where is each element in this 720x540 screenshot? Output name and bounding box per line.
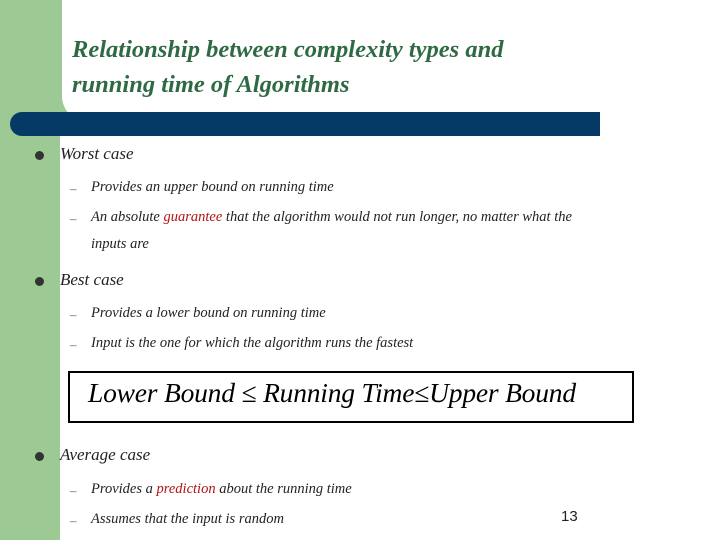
section-heading-average-case: Average case bbox=[60, 445, 151, 464]
worst-case-item-2 bbox=[91, 204, 651, 258]
leq-symbol: ≤ bbox=[414, 377, 430, 408]
best-case-item-2-text: Input is the one for which the algorithm runs the fastest bbox=[91, 335, 414, 351]
slide-title-line-1: Relationship between complexity types and bbox=[72, 36, 504, 63]
average-case-item-1-text-a: Provides a bbox=[91, 481, 157, 497]
dash-icon: – bbox=[70, 211, 77, 226]
worst-case-item-2-text-b: that the algorithm would not run longer, no matter what the bbox=[222, 209, 572, 225]
section-heading-best-case: Best case bbox=[60, 270, 124, 289]
worst-case-item-1 bbox=[91, 174, 334, 201]
upper-bound-label: Upper Bound bbox=[429, 377, 576, 408]
worst-case-item-2-text-a: An absolute bbox=[91, 209, 164, 225]
guarantee-highlight: guarantee bbox=[163, 209, 223, 225]
running-time-label: Running Time bbox=[263, 377, 415, 408]
best-case-item-1 bbox=[91, 300, 326, 327]
slide-title bbox=[72, 32, 692, 102]
bullet-icon bbox=[35, 277, 44, 286]
dash-icon: – bbox=[70, 181, 77, 196]
dash-icon: – bbox=[70, 307, 77, 322]
title-underline-bar bbox=[10, 112, 600, 136]
slide-title-line-2: running time of Algorithms bbox=[72, 71, 350, 98]
leq-symbol: ≤ bbox=[241, 377, 257, 408]
best-case-item-1-text: Provides a lower bound on running time bbox=[91, 305, 326, 321]
dash-icon: – bbox=[70, 337, 77, 352]
section-heading-worst-case: Worst case bbox=[60, 144, 134, 163]
bullet-icon bbox=[35, 452, 44, 461]
bound-formula bbox=[88, 377, 576, 409]
average-case-item-2-text: Assumes that the input is random bbox=[91, 511, 284, 527]
average-case-item-1-text-b: about the running time bbox=[215, 481, 352, 497]
best-case-item-2 bbox=[91, 330, 413, 357]
lower-bound-label: Lower Bound bbox=[88, 377, 235, 408]
bullet-icon bbox=[35, 151, 44, 160]
average-case-item-1 bbox=[91, 476, 352, 503]
prediction-highlight: prediction bbox=[156, 481, 216, 497]
worst-case-item-2-continuation: inputs are bbox=[91, 236, 149, 252]
average-case-item-2 bbox=[91, 506, 284, 533]
dash-icon: – bbox=[70, 513, 77, 528]
page-number: 13 bbox=[561, 508, 578, 525]
decorative-green-strip bbox=[0, 124, 60, 540]
dash-icon: – bbox=[70, 483, 77, 498]
worst-case-item-1-text: Provides an upper bound on running time bbox=[91, 179, 334, 195]
